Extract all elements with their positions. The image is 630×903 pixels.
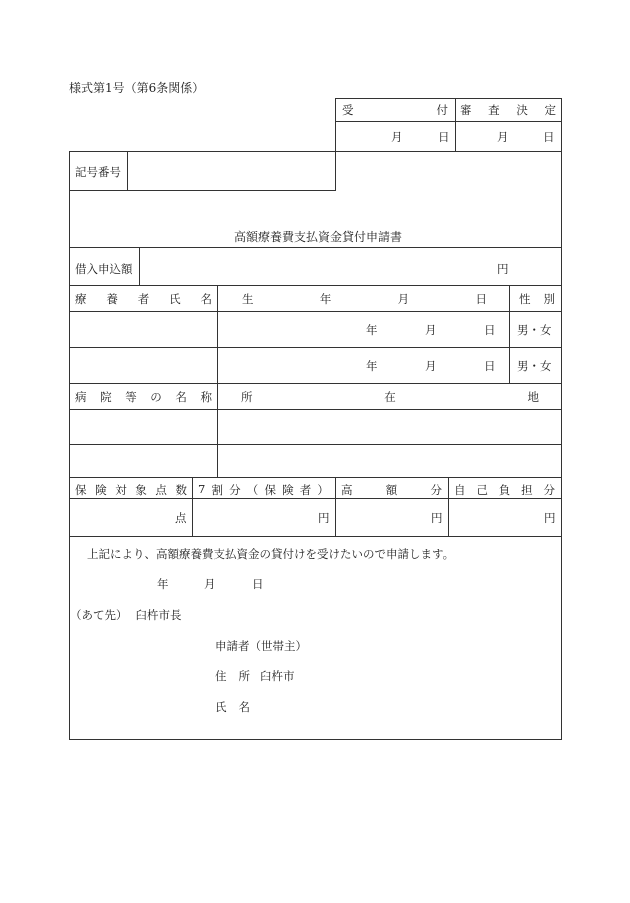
record-number-label: 記号番号 <box>75 165 121 179</box>
high-amount-header: 高 額 分 <box>341 483 442 497</box>
date-day: 日 <box>252 577 264 591</box>
high-unit: 円 <box>431 511 443 525</box>
hospital-name-header: 病 院 等 の 名 称 <box>75 390 212 404</box>
date-month: 月 <box>204 577 216 591</box>
addressee-name: 臼杵市長 <box>135 608 182 622</box>
reception-month: 月 <box>391 130 403 144</box>
review-month: 月 <box>497 130 509 144</box>
dob-header: 生 年 月 日 <box>242 292 487 306</box>
reception-label: 受 付 <box>342 103 448 117</box>
applicant-address: 住 所 臼杵市 <box>215 669 295 683</box>
form-title: 高額療養費支払資金貸付申請書 <box>234 230 403 244</box>
row1-sex[interactable]: 男・女 <box>517 323 552 337</box>
loan-amount-label: 借入申込額 <box>75 262 133 276</box>
date-year: 年 <box>157 577 169 591</box>
row1-day: 日 <box>484 323 496 337</box>
loan-amount-unit: 円 <box>497 262 509 276</box>
insurer-share-header: 7 割 分 （ 保 険 者 ） <box>198 482 329 497</box>
patient-name-header: 療 養 者 氏 名 <box>75 292 212 306</box>
insured-points-header: 保 険 対 象 点 数 <box>75 483 187 497</box>
row1-year: 年 <box>366 323 378 337</box>
points-unit: 点 <box>175 511 187 525</box>
sex-header: 性 別 <box>519 292 555 306</box>
row2-day: 日 <box>484 359 496 373</box>
row2-year: 年 <box>366 359 378 373</box>
row1-month: 月 <box>425 323 437 337</box>
addressee-prefix: （あて先） <box>70 608 128 622</box>
self-pay-header: 自 己 負 担 分 <box>454 483 555 497</box>
row2-month: 月 <box>425 359 437 373</box>
reception-day: 日 <box>438 130 450 144</box>
declaration-text: 上記により、高額療養費支払資金の貸付けを受けたいので申請します。 <box>87 547 455 561</box>
addressee <box>70 607 182 623</box>
share-unit: 円 <box>318 511 330 525</box>
review-label: 審 査 決 定 <box>460 103 556 117</box>
hospital-address-header: 所 在 地 <box>241 390 539 404</box>
applicant-address-value: 臼杵市 <box>260 669 295 683</box>
row2-sex[interactable]: 男・女 <box>517 359 552 373</box>
self-unit: 円 <box>544 511 556 525</box>
form-id: 様式第1号（第6条関係） <box>69 81 205 95</box>
applicant-label: 申請者（世帯主） <box>215 639 307 653</box>
applicant-name: 氏 名 <box>215 700 250 714</box>
review-day: 日 <box>543 130 555 144</box>
